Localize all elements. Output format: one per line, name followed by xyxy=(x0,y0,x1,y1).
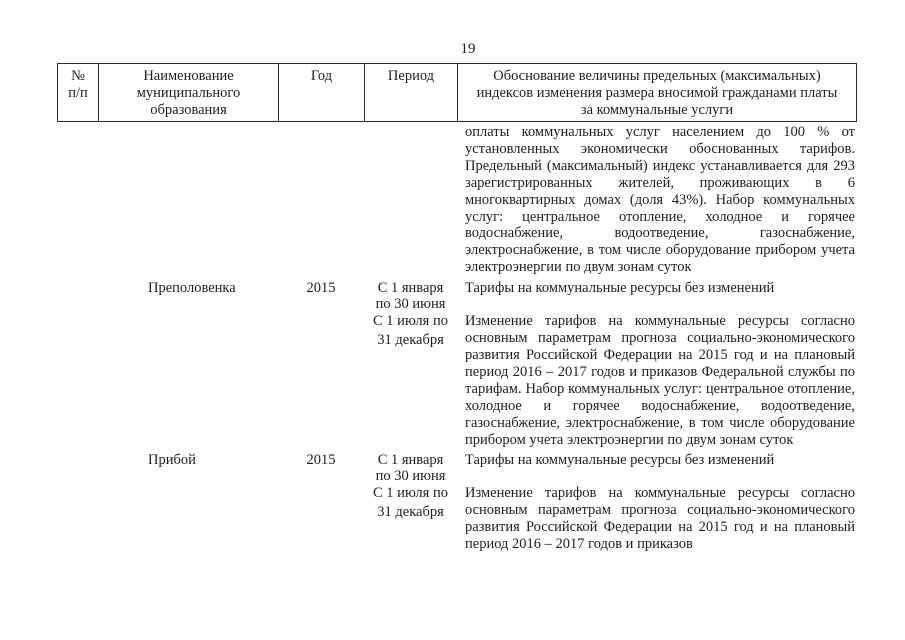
municipality-name: Прибой xyxy=(148,452,196,469)
table-row xyxy=(57,484,857,553)
table-body xyxy=(57,122,857,553)
table-header xyxy=(57,63,857,122)
page-number: 19 xyxy=(460,41,476,57)
table-row xyxy=(57,280,857,312)
period-cell: С 1 января по 30 июня xyxy=(375,452,446,485)
basis-cell: Изменение тарифов на коммунальные ресурсы согласно основным параметрам прогноза социально-экономического развития Российской Федерации на 2015 год и на плановый период 2016 – 2017 годов и приказов Федеральной службы по тарифам. Набор коммунальных услуг: центральное отопление, холодное и горячее водоснабжение, водоотведение, газоснабжение, электроснабжение, в том числе оборудование прибором учета электроэнергии по двум зонам суток xyxy=(465,313,855,448)
basis-cell: Тарифы на коммунальные ресурсы без изменений xyxy=(465,280,775,297)
table-row xyxy=(57,452,857,484)
period-cell: С 1 июля по 31 декабря xyxy=(373,313,448,349)
year-cell: 2015 xyxy=(306,452,336,469)
municipality-name: Преполовенка xyxy=(148,280,236,297)
table-row xyxy=(57,312,857,448)
period-cell: С 1 июля по 31 декабря xyxy=(373,485,448,521)
basis-cell: Тарифы на коммунальные ресурсы без изменений xyxy=(465,452,775,469)
header-municipality: Наименование муниципального образования xyxy=(99,64,279,121)
table-row-continuation xyxy=(57,122,857,276)
header-year: Год xyxy=(279,64,365,121)
year-cell: 2015 xyxy=(306,280,336,297)
basis-cell: Изменение тарифов на коммунальные ресурсы согласно основным параметрам прогноза социально-экономического развития Российской Федерации на 2015 год и на плановый период 2016 – 2017 годов и приказов xyxy=(465,485,855,553)
header-basis: Обоснование величины предельных (максимальных) индексов изменения размера вносимой гражданами платы за коммунальные услуги xyxy=(476,68,838,118)
header-period: Период xyxy=(365,64,458,121)
continuation-text: оплаты коммунальных услуг населением до 100 % от установленных экономически обоснованных тарифов. Предельный (максимальный) индекс устанавливается для 293 зарегистрированных жителей, проживающих в 6 многоквартирных домах (доля 43%). Набор коммунальных услуг: центральное отопление, холодное и горячее водоснабжение, водоотведение, газоснабжение, электроснабжение, в том числе оборудование прибором учета электроэнергии по двум зонам суток xyxy=(465,124,855,276)
period-cell: С 1 января по 30 июня xyxy=(375,280,446,313)
header-num: № п/п xyxy=(58,64,99,121)
